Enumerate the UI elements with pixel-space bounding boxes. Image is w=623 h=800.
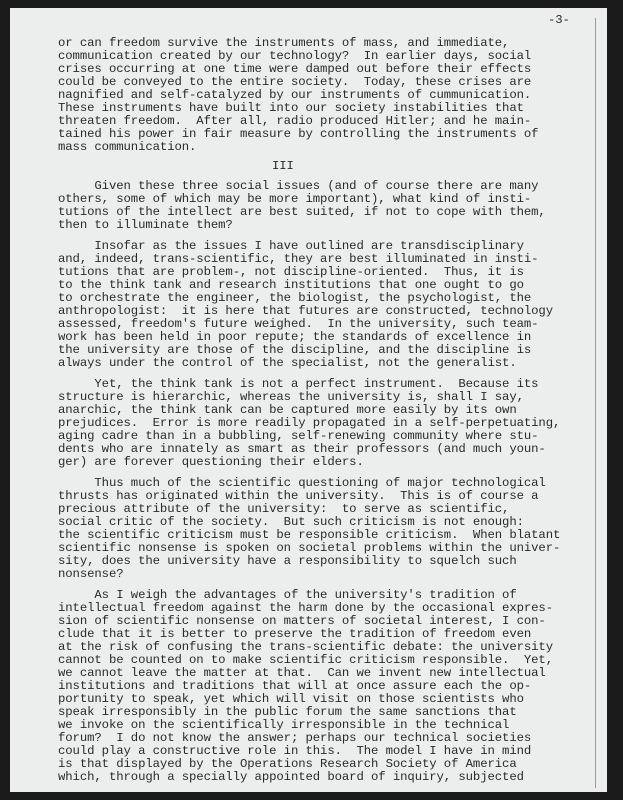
text-line: anthropologist: it is here that futures are constructed, technology xyxy=(58,304,553,318)
text-line: threaten freedom. After all, radio produced Hitler; and he main- xyxy=(58,114,532,128)
text-line: As I weigh the advantages of the university's tradition of xyxy=(58,588,517,602)
text-line: Yet, the think tank is not a perfect instrument. Because its xyxy=(58,377,539,391)
text-line: nonsense? xyxy=(58,567,124,581)
text-line: forum? I do not know the answer; perhaps our technical societies xyxy=(58,731,532,745)
text-line: assessed, freedom's future weighed. In the university, such team- xyxy=(58,317,539,331)
text-line: social critic of the society. But such criticism is not enough: xyxy=(58,515,524,529)
text-line: others, some of which may be more important), what kind of insti- xyxy=(58,192,532,206)
text-line: we invoke on the scientifically irresponsible in the technical xyxy=(58,718,510,732)
text-line: the university are those of the discipline, and the discipline is xyxy=(58,343,532,357)
text-line: then to illuminate them? xyxy=(58,218,233,232)
paragraph-5 xyxy=(58,477,560,581)
text-line: we cannot leave the matter at that. Can we invent new intellectual xyxy=(58,666,546,680)
text-line: ger) are forever questioning their elders. xyxy=(58,455,364,469)
text-line: prejudices. Error is more readily propagated in a self-perpetuating, xyxy=(58,416,561,430)
text-line: Thus much of the scientific questioning of major technological xyxy=(58,476,546,490)
text-line: at the risk of confusing the trans-scientific debate: the university xyxy=(58,640,553,654)
text-line: crises occurring at one time were damped out before their effects xyxy=(58,62,532,76)
text-line: structure is hierarchic, whereas the university is, shall I say, xyxy=(58,390,524,404)
text-line: aging cadre than in a bubbling, self-renewing community where stu- xyxy=(58,429,539,443)
text-line: is that displayed by the Operations Research Society of America xyxy=(58,757,517,771)
text-line: communication created by our technology? In earlier days, social xyxy=(58,49,532,63)
text-line: intellectual freedom against the harm done by the occasional expres- xyxy=(58,601,553,615)
text-line: tained his power in fair measure by controlling the instruments of xyxy=(58,127,539,141)
text-line: which, through a specially appointed board of inquiry, subjected xyxy=(58,770,524,784)
text-line: to orchestrate the engineer, the biologist, the psychologist, the xyxy=(58,291,532,305)
text-line: cannot be counted on to make scientific criticism responsible. Yet, xyxy=(58,653,553,667)
text-line: nagnified and self-catalyzed by our instruments of cummunication. xyxy=(58,88,532,102)
text-line: institutions and traditions that will at once assure each the op- xyxy=(58,679,532,693)
text-line: These instruments have built into our society instabilities that xyxy=(58,101,524,115)
text-line: mass communication. xyxy=(58,140,197,154)
text-line: sity, does the university have a responsibility to squelch such xyxy=(58,554,517,568)
text-line: speak irresponsibly in the public forum the same sanctions that xyxy=(58,705,517,719)
text-line: or can freedom survive the instruments of mass, and immediate, xyxy=(58,36,510,50)
text-line: scientific nonsense is spoken on societal problems within the univer- xyxy=(58,541,561,555)
text-line: tutions that are problem-, not discipline-oriented. Thus, it is xyxy=(58,265,524,279)
text-line: sion of scientific nonsense on matters of societal interest, I con- xyxy=(58,614,546,628)
text-line: the scientific criticism must be responsible criticism. When blatant xyxy=(58,528,561,542)
text-line: could play a constructive role in this. The model I have in mind xyxy=(58,744,532,758)
text-line: clude that it is better to preserve the tradition of freedom even xyxy=(58,627,532,641)
text-line: dents who are innately as smart as their professors (and much youn- xyxy=(58,442,546,456)
section-heading: III xyxy=(272,159,294,173)
paragraph-2 xyxy=(58,180,546,232)
paragraph-3 xyxy=(58,240,553,370)
paragraph-4 xyxy=(58,378,560,469)
page-edge-line xyxy=(595,18,596,788)
text-line: work has been held in poor repute; the standards of excellence in xyxy=(58,330,532,344)
paragraph-1 xyxy=(58,37,538,154)
text-line: thrusts has originated within the university. This is of course a xyxy=(58,489,539,503)
text-line: could be conveyed to the entire society. Today, these crises are xyxy=(58,75,532,89)
text-line: and, indeed, trans-scientific, they are best illuminated in insti- xyxy=(58,252,539,266)
text-line: portunity to speak, yet which will visit on those scientists who xyxy=(58,692,524,706)
text-line: to the think tank and research institutions that one ought to go xyxy=(58,278,524,292)
text-line: precious attribute of the university: to serve as scientific, xyxy=(58,502,510,516)
text-line: anarchic, the think tank can be captured more easily by its own xyxy=(58,403,517,417)
text-line: tutions of the intellect are best suited, if not to cope with them, xyxy=(58,205,546,219)
text-line: Insofar as the issues I have outlined are transdisciplinary xyxy=(58,239,524,253)
text-line: always under the control of the specialist, not the generalist. xyxy=(58,356,517,370)
text-line: Given these three social issues (and of course there are many xyxy=(58,179,539,193)
paragraph-6 xyxy=(58,589,553,784)
page-number: -3- xyxy=(548,13,570,27)
